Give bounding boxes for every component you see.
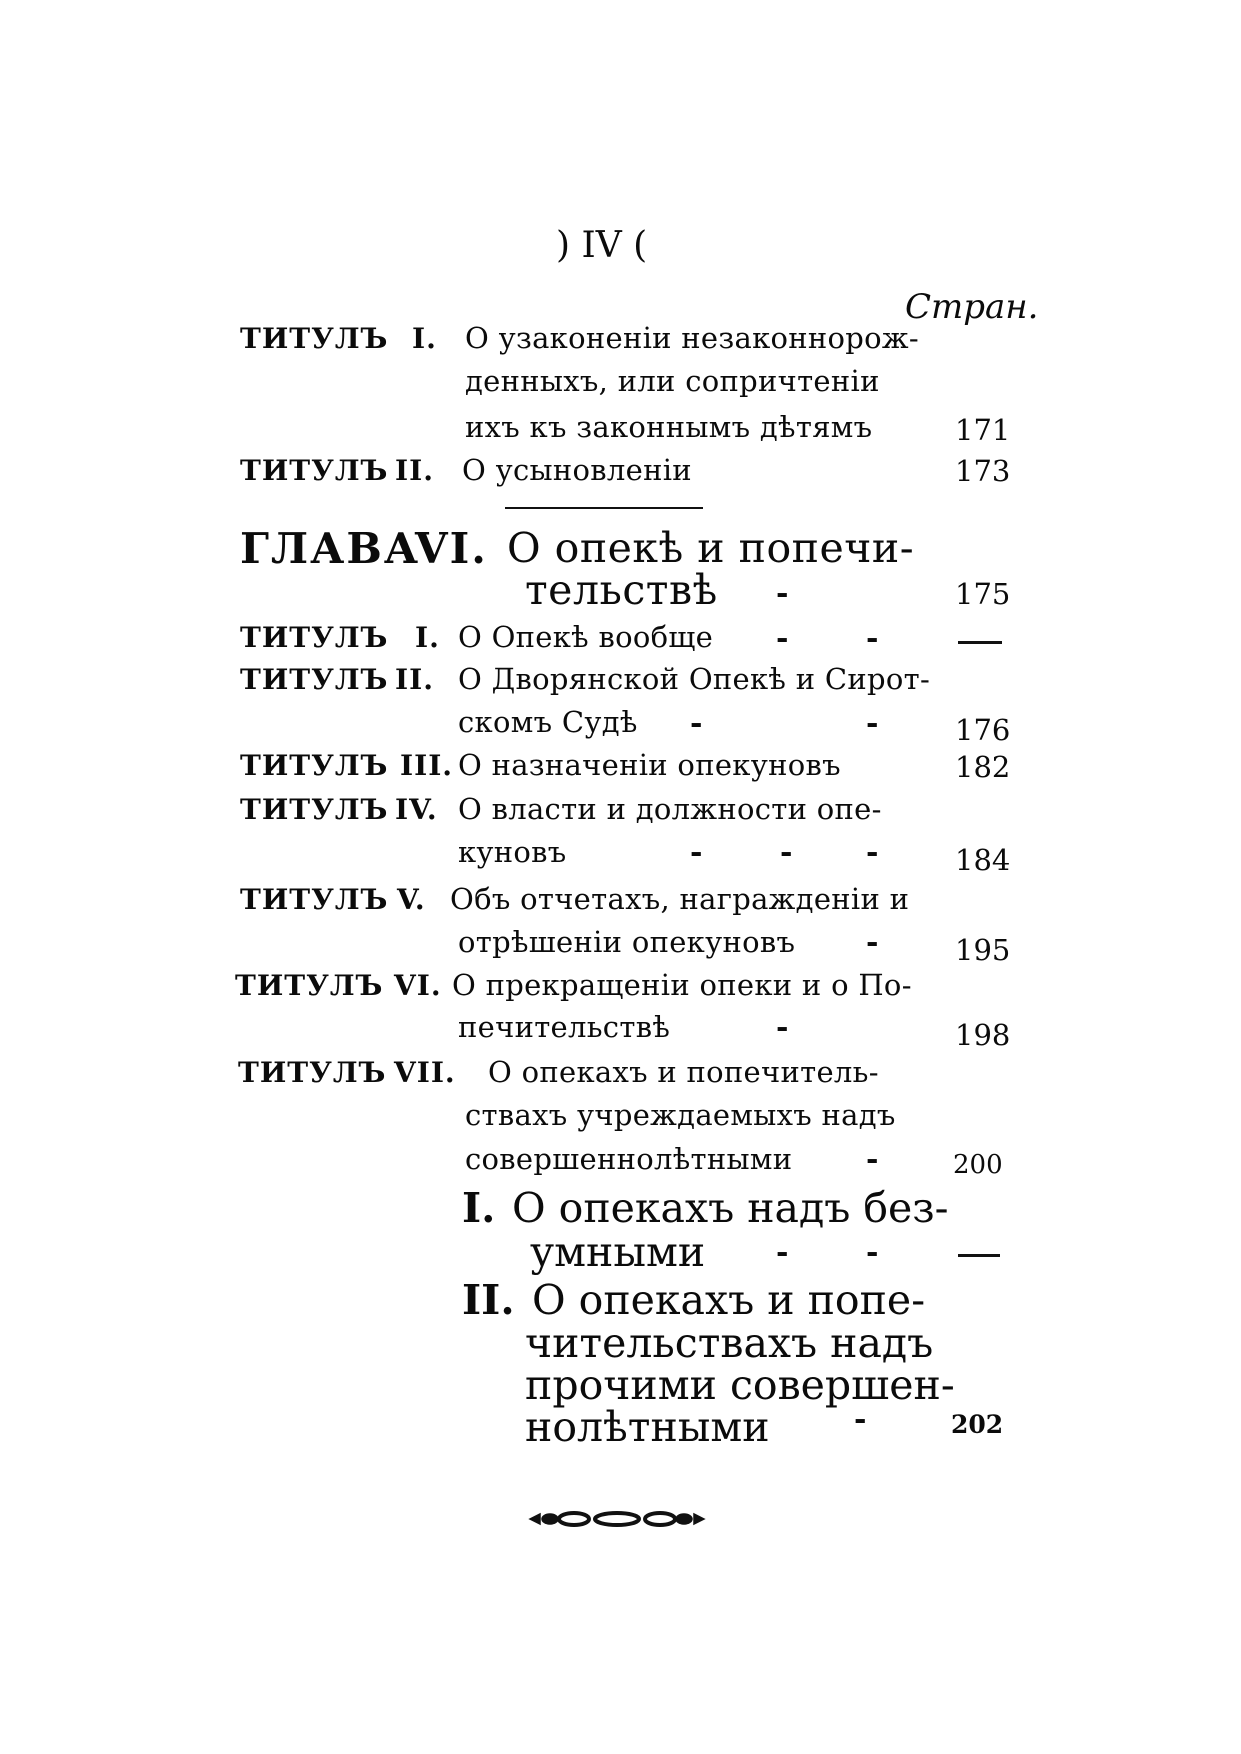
toc-entry-line: ствахъ учреждаемыхъ надъ: [465, 1098, 896, 1132]
chapter-label: ГЛАВА: [240, 524, 421, 573]
subsection-line: умными: [530, 1228, 706, 1276]
toc-page-number: 173: [955, 454, 1011, 488]
toc-page-number: 171: [955, 413, 1011, 447]
toc-page-number: 198: [955, 1018, 1011, 1052]
subsection-number: II.: [462, 1276, 515, 1324]
page-column-header: Стран.: [905, 287, 1039, 327]
subsection-line: чительствахъ надъ: [525, 1319, 934, 1367]
toc-entry-number: II.: [395, 663, 434, 696]
leader-dash: -: [866, 1142, 879, 1177]
toc-entry-label: ТИТУЛЪ: [240, 621, 389, 654]
subsection-line: прочими совершен-: [525, 1361, 955, 1409]
toc-page-number: 175: [955, 577, 1011, 611]
toc-entry-line: О усыновленіи: [462, 453, 692, 487]
toc-entry-label: ТИТУЛЪ: [240, 454, 389, 487]
toc-page-number: 182: [955, 750, 1011, 784]
toc-page-number: 195: [955, 933, 1011, 967]
toc-entry-label: ТИТУЛЪ: [240, 663, 389, 696]
leader-dash: -: [780, 835, 793, 870]
toc-entry-line: О Дворянской Опекѣ и Сирот-: [458, 662, 931, 696]
toc-entry-line: денныхъ, или сопричтеніи: [465, 364, 880, 398]
toc-entry-number: I.: [412, 322, 437, 355]
leader-dash: -: [776, 1010, 789, 1045]
leader-dash: -: [854, 1402, 867, 1437]
toc-entry-number: VI.: [394, 969, 442, 1002]
toc-entry-label: ТИТУЛЪ: [240, 749, 389, 782]
leader-dash: -: [776, 621, 789, 656]
toc-page-number: 176: [955, 713, 1011, 747]
section-divider-rule: [505, 507, 703, 509]
toc-page-number: 184: [955, 843, 1011, 877]
chapter-title-line: тельствѣ: [525, 566, 718, 614]
toc-entry-line: О назначеніи опекуновъ: [458, 748, 841, 782]
toc-entry-label: ТИТУЛЪ: [235, 969, 384, 1002]
toc-entry-line: О власти и должности опе-: [458, 792, 882, 826]
toc-page-number: 200: [953, 1150, 1003, 1180]
toc-entry-line: ихъ къ законнымъ дѣтямъ: [465, 410, 873, 444]
toc-page-number: 202: [951, 1410, 1004, 1439]
leader-dash: -: [866, 925, 879, 960]
toc-entry-number: II.: [395, 454, 434, 487]
toc-entry-line: скомъ Судѣ: [458, 705, 638, 739]
toc-entry-line: совершеннолѣтными: [465, 1142, 793, 1176]
running-head: ) IV (: [556, 225, 648, 266]
ditto-dash: [958, 641, 1002, 644]
toc-entry-number: VII.: [394, 1056, 456, 1089]
leader-dash: -: [690, 706, 703, 741]
subsection-line: О опекахъ надъ без-: [512, 1184, 949, 1232]
toc-entry-line: О Опекѣ вообще: [458, 620, 714, 654]
toc-entry-number: IV.: [395, 793, 438, 826]
toc-entry-number: V.: [397, 883, 426, 916]
toc-entry-line: О прекращеніи опеки и о По-: [452, 968, 912, 1002]
toc-entry-line: О опекахъ и попечитель-: [488, 1055, 879, 1089]
toc-entry-line: печительствѣ: [458, 1010, 671, 1044]
leader-dash: -: [776, 576, 789, 611]
ornament-divider-icon: [528, 1510, 706, 1528]
subsection-line: нолѣтными: [525, 1403, 770, 1451]
leader-dash: -: [866, 621, 879, 656]
leader-dash: -: [866, 835, 879, 870]
leader-dash: -: [866, 706, 879, 741]
toc-entry-label: ТИТУЛЪ: [240, 322, 389, 355]
subsection-line: О опекахъ и попе-: [532, 1276, 926, 1324]
leader-dash: -: [776, 1235, 789, 1270]
chapter-title-line: О опекѣ и попечи-: [507, 524, 915, 572]
chapter-number: VI.: [415, 524, 488, 573]
toc-entry-label: ТИТУЛЪ: [238, 1056, 387, 1089]
toc-entry-label: ТИТУЛЪ: [240, 793, 389, 826]
toc-entry-number: I.: [415, 621, 440, 654]
toc-entry-line: О узаконеніи незаконнорож-: [465, 321, 919, 355]
toc-entry-line: Объ отчетахъ, награжденіи и: [450, 882, 910, 916]
toc-entry-line: куновъ: [458, 835, 567, 869]
leader-dash: -: [690, 835, 703, 870]
subsection-number: I.: [462, 1184, 496, 1232]
leader-dash: -: [866, 1235, 879, 1270]
toc-entry-line: отрѣшеніи опекуновъ: [458, 925, 796, 959]
ditto-dash: [958, 1254, 1000, 1257]
toc-entry-label: ТИТУЛЪ: [240, 883, 389, 916]
toc-entry-number: III.: [400, 749, 454, 782]
